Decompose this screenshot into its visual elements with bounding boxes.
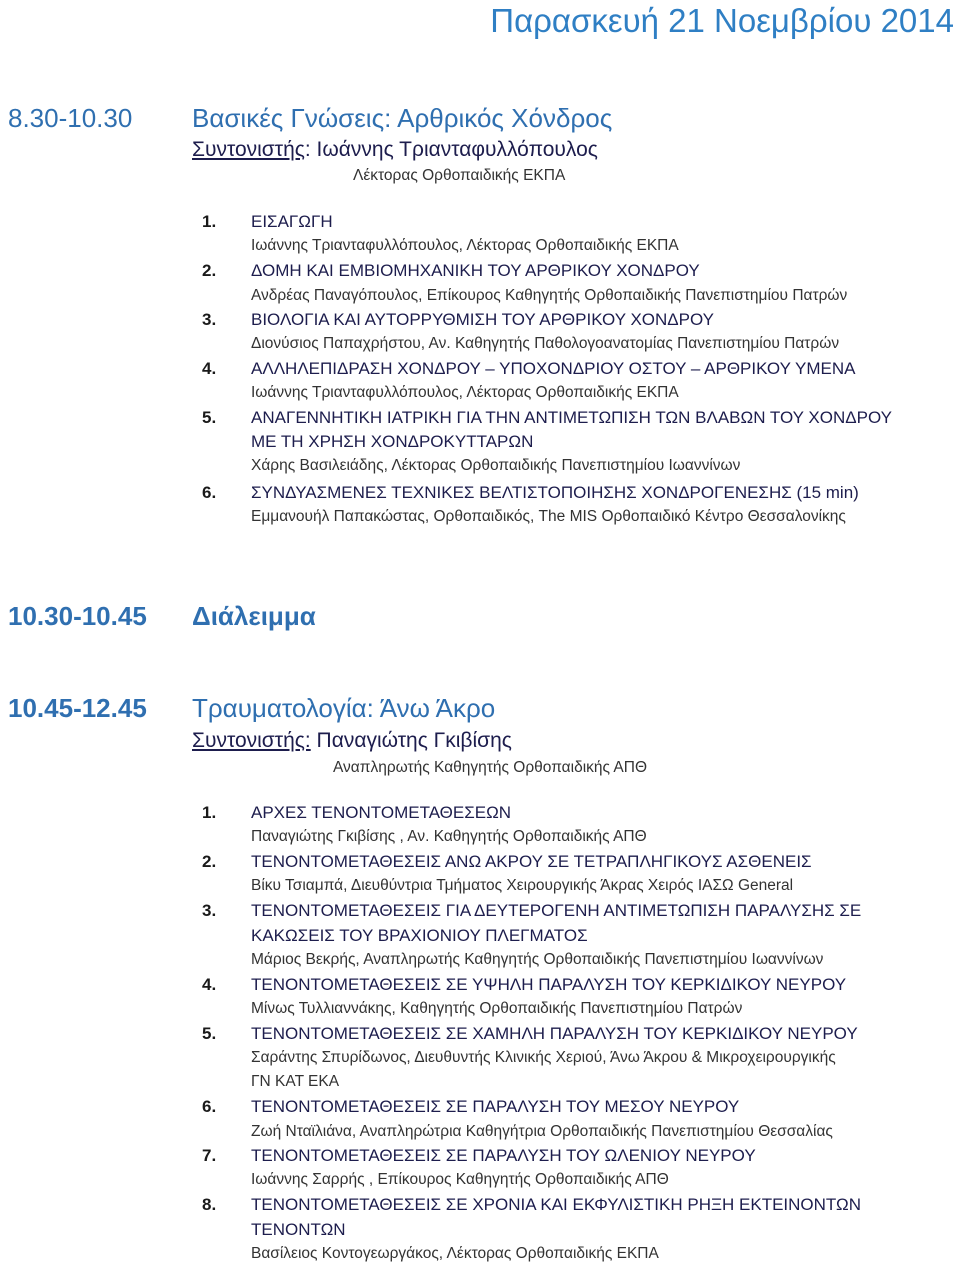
item-speaker-continued: ΓΝ ΚΑΤ ΕΚΑ (251, 1073, 340, 1090)
item-title-continued: ΜΕ ΤΗ ΧΡΗΣΗ ΧΟΝΔΡΟΚΥΤΤΑΡΩΝ (251, 432, 534, 451)
item-speaker: Χάρης Βασιλειάδης, Λέκτορας Ορθοπαιδικής Πανεπιστημίου Ιωαννίνων (251, 457, 741, 474)
session-time: 8.30-10.30 (8, 103, 133, 133)
item-speaker: Βασίλειος Κοντογεωργάκος, Λέκτορας Ορθοπαιδικής ΕΚΠΑ (251, 1245, 659, 1262)
coordinator-label: Συντονιστής: (192, 729, 311, 752)
item-speaker: Παναγιώτης Γκιβίσης , Αν. Καθηγητής Ορθοπαιδικής ΑΠΘ (251, 828, 647, 845)
coordinator-name: Ιωάννης Τριανταφυλλόπουλος (310, 138, 598, 161)
item-number: 4. (202, 359, 217, 378)
item-number: 1. (202, 212, 217, 231)
item-title: ΤΕΝΟΝΤΟΜΕΤΑΘΕΣΕΙΣ ΣΕ ΥΨΗΛΗ ΠΑΡΑΛΥΣΗ ΤΟΥ ΚΕΡΚΙΔΙΚΟΥ ΝΕΥΡΟΥ (251, 975, 847, 994)
item-title: ΤΕΝΟΝΤΟΜΕΤΑΘΕΣΕΙΣ ΣΕ ΠΑΡΑΛΥΣΗ ΤΟΥ ΜΕΣΟΥ ΝΕΥΡΟΥ (251, 1097, 740, 1116)
item-speaker: Ζωή Νταϊλιάνα, Αναπληρώτρια Καθηγήτρια Ορθοπαιδικής Πανεπιστημίου Θεσσαλίας (251, 1123, 833, 1140)
item-speaker: Μίνως Τυλλιαννάκης, Καθηγητής Ορθοπαιδικής Πανεπιστημίου Πατρών (251, 1000, 743, 1017)
item-title: ΤΕΝΟΝΤΟΜΕΤΑΘΕΣΕΙΣ ΣΕ ΧΡΟΝΙΑ ΚΑΙ ΕΚΦΥΛΙΣΤΙΚΗ ΡΗΞΗ ΕΚΤΕΙΝΟΝΤΩΝ (251, 1195, 861, 1214)
item-number: 1. (202, 803, 217, 822)
session-title: Τραυματολογία: Άνω Άκρο (192, 693, 496, 723)
session-title: Βασικές Γνώσεις: Αρθρικός Χόνδρος (192, 103, 613, 133)
item-title-text: ΣΥΝΔΥΑΣΜΕΝΕΣ ΤΕΧΝΙΚΕΣ ΒΕΛΤΙΣΤΟΠΟΙΗΣΗΣ ΧΟΝΔΡΟΓΕΝΕΣΗΣ (251, 483, 792, 502)
item-speaker: Ιωάννης Τριανταφυλλόπουλος, Λέκτορας Ορθοπαιδικής ΕΚΠΑ (251, 384, 679, 401)
item-speaker: Ιωάννης Σαρρής , Επίκουρος Καθηγητής Ορθοπαιδικής ΑΠΘ (251, 1171, 669, 1188)
item-title: ΤΕΝΟΝΤΟΜΕΤΑΘΕΣΕΙΣ ΣΕ ΠΑΡΑΛΥΣΗ ΤΟΥ ΩΛΕΝΙΟΥ ΝΕΥΡΟΥ (251, 1146, 756, 1165)
item-number: 6. (202, 1097, 217, 1116)
item-speaker: Ανδρέας Παναγόπουλος, Επίκουρος Καθηγητής Ορθοπαιδικής Πανεπιστημίου Πατρών (251, 287, 848, 304)
item-title: ΑΛΛΗΛΕΠΙΔΡΑΣΗ ΧΟΝΔΡΟΥ – ΥΠΟΧΟΝΔΡΙΟΥ ΟΣΤΟΥ – ΑΡΘΡΙΚΟΥ ΥΜΕΝΑ (251, 359, 856, 378)
item-title-continued: ΚΑΚΩΣΕΙΣ ΤΟΥ ΒΡΑΧΙΟΝΙΟΥ ΠΛΕΓΜΑΤΟΣ (251, 926, 588, 945)
item-speaker: Διονύσιος Παπαχρήστου, Αν. Καθηγητής Παθολογοανατομίας Πανεπιστημίου Πατρών (251, 335, 840, 352)
item-number: 3. (202, 310, 217, 329)
item-number: 4. (202, 975, 217, 994)
item-title (251, 482, 859, 504)
session-time: 10.45-12.45 (8, 693, 147, 723)
item-title: ΒΙΟΛΟΓΙΑ ΚΑΙ ΑΥΤΟΡΡΥΘΜΙΣΗ ΤΟΥ ΑΡΘΡΙΚΟΥ ΧΟΝΔΡΟΥ (251, 310, 715, 329)
item-speaker: Μάριος Βεκρής, Αναπληρωτής Καθηγητής Ορθοπαιδικής Πανεπιστημίου Ιωαννίνων (251, 951, 824, 968)
coordinator-line (192, 728, 512, 754)
item-duration: (15 min) (791, 483, 859, 502)
item-title: ΑΡΧΕΣ ΤΕΝΟΝΤΟΜΕΤΑΘΕΣΕΩΝ (251, 803, 512, 822)
session-title: Διάλειμμα (192, 601, 316, 631)
item-title: ΔΟΜΗ ΚΑΙ ΕΜΒΙΟΜΗΧΑΝΙΚΗ ΤΟΥ ΑΡΘΡΙΚΟΥ ΧΟΝΔΡΟΥ (251, 261, 700, 280)
item-title: ΤΕΝΟΝΤΟΜΕΤΑΘΕΣΕΙΣ ΑΝΩ ΑΚΡΟΥ ΣΕ ΤΕΤΡΑΠΛΗΓΙΚΟΥΣ ΑΣΘΕΝΕΙΣ (251, 852, 812, 871)
item-speaker: Ιωάννης Τριανταφυλλόπουλος, Λέκτορας Ορθοπαιδικής ΕΚΠΑ (251, 237, 679, 254)
item-number: 2. (202, 261, 217, 280)
item-number: 5. (202, 408, 217, 427)
coordinator-role: Λέκτορας Ορθοπαιδικής ΕΚΠΑ (353, 167, 566, 184)
item-number: 8. (202, 1195, 217, 1214)
session-time: 10.30-10.45 (8, 601, 147, 631)
item-number: 2. (202, 852, 217, 871)
page-date: Παρασκευή 21 Νοεμβρίου 2014 (490, 2, 954, 39)
coordinator-label: Συντονιστής (192, 138, 305, 161)
item-title: ΕΙΣΑΓΩΓΗ (251, 212, 333, 231)
item-title-continued: ΤΕΝΟΝΤΩΝ (251, 1220, 346, 1239)
item-number: 6. (202, 483, 217, 502)
item-speaker: Βίκυ Τσιαμπά, Διευθύντρια Τμήματος Χειρουργικής Άκρας Χειρός ΙΑΣΩ General (251, 877, 794, 894)
item-number: 7. (202, 1146, 217, 1165)
item-number: 3. (202, 901, 217, 920)
coordinator-name: Παναγιώτης Γκιβίσης (310, 729, 512, 752)
item-number: 5. (202, 1024, 217, 1043)
item-title: ΤΕΝΟΝΤΟΜΕΤΑΘΕΣΕΙΣ ΣΕ ΧΑΜΗΛΗ ΠΑΡΑΛΥΣΗ ΤΟΥ ΚΕΡΚΙΔΙΚΟΥ ΝΕΥΡΟΥ (251, 1024, 858, 1043)
item-title: ΑΝΑΓΕΝΝΗΤΙΚΗ ΙΑΤΡΙΚΗ ΓΙΑ ΤΗΝ ΑΝΤΙΜΕΤΩΠΙΣΗ ΤΩΝ ΒΛΑΒΩΝ ΤΟΥ ΧΟΝΔΡΟΥ (251, 408, 892, 427)
item-title: ΤΕΝΟΝΤΟΜΕΤΑΘΕΣΕΙΣ ΓΙΑ ΔΕΥΤΕΡΟΓΕΝΗ ΑΝΤΙΜΕΤΩΠΙΣΗ ΠΑΡΑΛΥΣΗΣ ΣΕ (251, 901, 862, 920)
item-speaker: Εμμανουήλ Παπακώστας, Ορθοπαιδικός, The MIS Ορθοπαιδικό Κέντρο Θεσσαλονίκης (251, 508, 846, 525)
coordinator-separator: : (304, 138, 311, 161)
item-speaker: Σαράντης Σπυρίδωνος, Διευθυντής Κλινικής Χεριού, Άνω Άκρου & Μικροχειρουργικής (251, 1049, 836, 1066)
coordinator-role: Αναπληρωτής Καθηγητής Ορθοπαιδικής ΑΠΘ (333, 759, 648, 776)
coordinator-line (192, 137, 598, 163)
